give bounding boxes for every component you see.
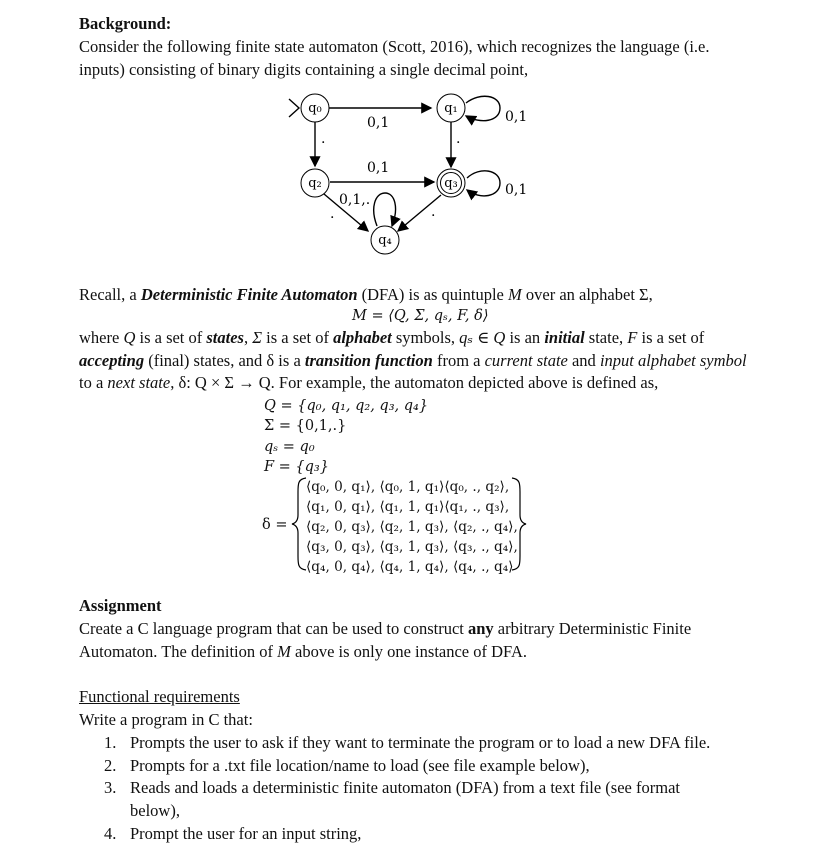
- label-q0-q2: .: [321, 131, 326, 147]
- delta-transitions: [306, 477, 518, 577]
- delta-row: ⟨q₄, 0, q₄⟩, ⟨q₄, 1, q₄⟩, ⟨q₄, ., q₄⟩: [306, 559, 514, 575]
- edge-q3-loop: [467, 171, 500, 196]
- state-q1-label: q₁: [444, 101, 458, 116]
- requirement-number: 3.: [104, 778, 117, 797]
- requirement-text: Prompts the user to ask if they want to terminate the program or to load a new DFA file.: [130, 733, 711, 752]
- assignment-text: Create a C language program that can be used to construct any arbitrary Deterministic Finite Automaton. The definition of M above is only one instance of DFA.: [79, 619, 692, 661]
- requirement-text: Prompt the user for an input string,: [130, 824, 362, 843]
- def-F: F = {q₃}: [264, 459, 329, 475]
- delta-row: ⟨q₃, 0, q₃⟩, ⟨q₃, 1, q₃⟩, ⟨q₃, ., q₄⟩,: [306, 539, 518, 555]
- state-q0-label: q₀: [308, 101, 322, 116]
- label-q2-q4: .: [330, 206, 335, 222]
- start-arrow: [289, 99, 299, 117]
- assignment-heading: Assignment: [79, 596, 162, 615]
- delta-row: ⟨q₀, 0, q₁⟩, ⟨q₀, 1, q₁⟩⟨q₀, ., q₂⟩,: [306, 479, 510, 495]
- background-intro: Consider the following finite state automaton (Scott, 2016), which recognizes the language (i.e. inputs) consisting of binary digits containing a single decimal point,: [79, 37, 710, 79]
- state-q2-label: q₂: [308, 176, 322, 191]
- background-heading: Background:: [79, 14, 172, 33]
- label-q3-loop: 0,1: [505, 182, 528, 198]
- requirement-number: 4.: [104, 824, 117, 843]
- functional-intro: Write a program in C that:: [79, 710, 253, 729]
- requirement-number: 2.: [104, 756, 117, 775]
- label-q2-q3: 0,1: [367, 160, 390, 176]
- def-sigma: Σ = {0,1,.}: [264, 418, 347, 434]
- label-q1-q3: .: [456, 131, 461, 147]
- requirement-number: 1.: [104, 733, 117, 752]
- def-Q: Q = {q₀, q₁, q₂, q₃, q₄}: [264, 398, 429, 414]
- dfa-tuple: M = ⟨Q, Σ, qₛ, F, δ⟩: [352, 308, 489, 324]
- state-q4-label: q₄: [378, 233, 392, 248]
- recall-definition: where Q is a set of states, Σ is a set of alphabet symbols, qₛ ∈ Q is an initial state, F is a set of accepting (final) states, and δ is a transition function from a current state and input alphabet symbol to a next state, δ: Q × Σ → Q. For example, the automaton depicted above is defined as,: [79, 328, 747, 392]
- requirement-text: Reads and loads a deterministic finite automaton (DFA) from a text file (see format below),: [130, 778, 680, 820]
- requirement-text: Prompts for a .txt file location/name to load (see file example below),: [130, 756, 590, 775]
- label-q0-q1: 0,1: [367, 115, 390, 131]
- recall-line-1: Recall, a Deterministic Finite Automaton (DFA) is as quintuple M over an alphabet Σ,: [79, 285, 653, 304]
- edge-q4-loop: [374, 193, 396, 226]
- label-q1-loop: 0,1: [505, 109, 528, 125]
- def-qs: qₛ = q₀: [264, 439, 315, 455]
- edge-q1-loop: [466, 96, 500, 120]
- label-q3-q4: .: [431, 204, 436, 220]
- label-q4-loop: 0,1,.: [339, 192, 371, 208]
- def-delta-label: δ =: [262, 517, 288, 533]
- functional-heading: Functional requirements: [79, 687, 240, 706]
- state-q3-label: q₃: [444, 176, 458, 191]
- delta-row: ⟨q₂, 0, q₃⟩, ⟨q₂, 1, q₃⟩, ⟨q₂, ., q₄⟩,: [306, 519, 518, 535]
- dfa-diagram: [0, 0, 819, 270]
- delta-row: ⟨q₁, 0, q₁⟩, ⟨q₁, 1, q₁⟩⟨q₁, ., q₃⟩,: [306, 499, 510, 515]
